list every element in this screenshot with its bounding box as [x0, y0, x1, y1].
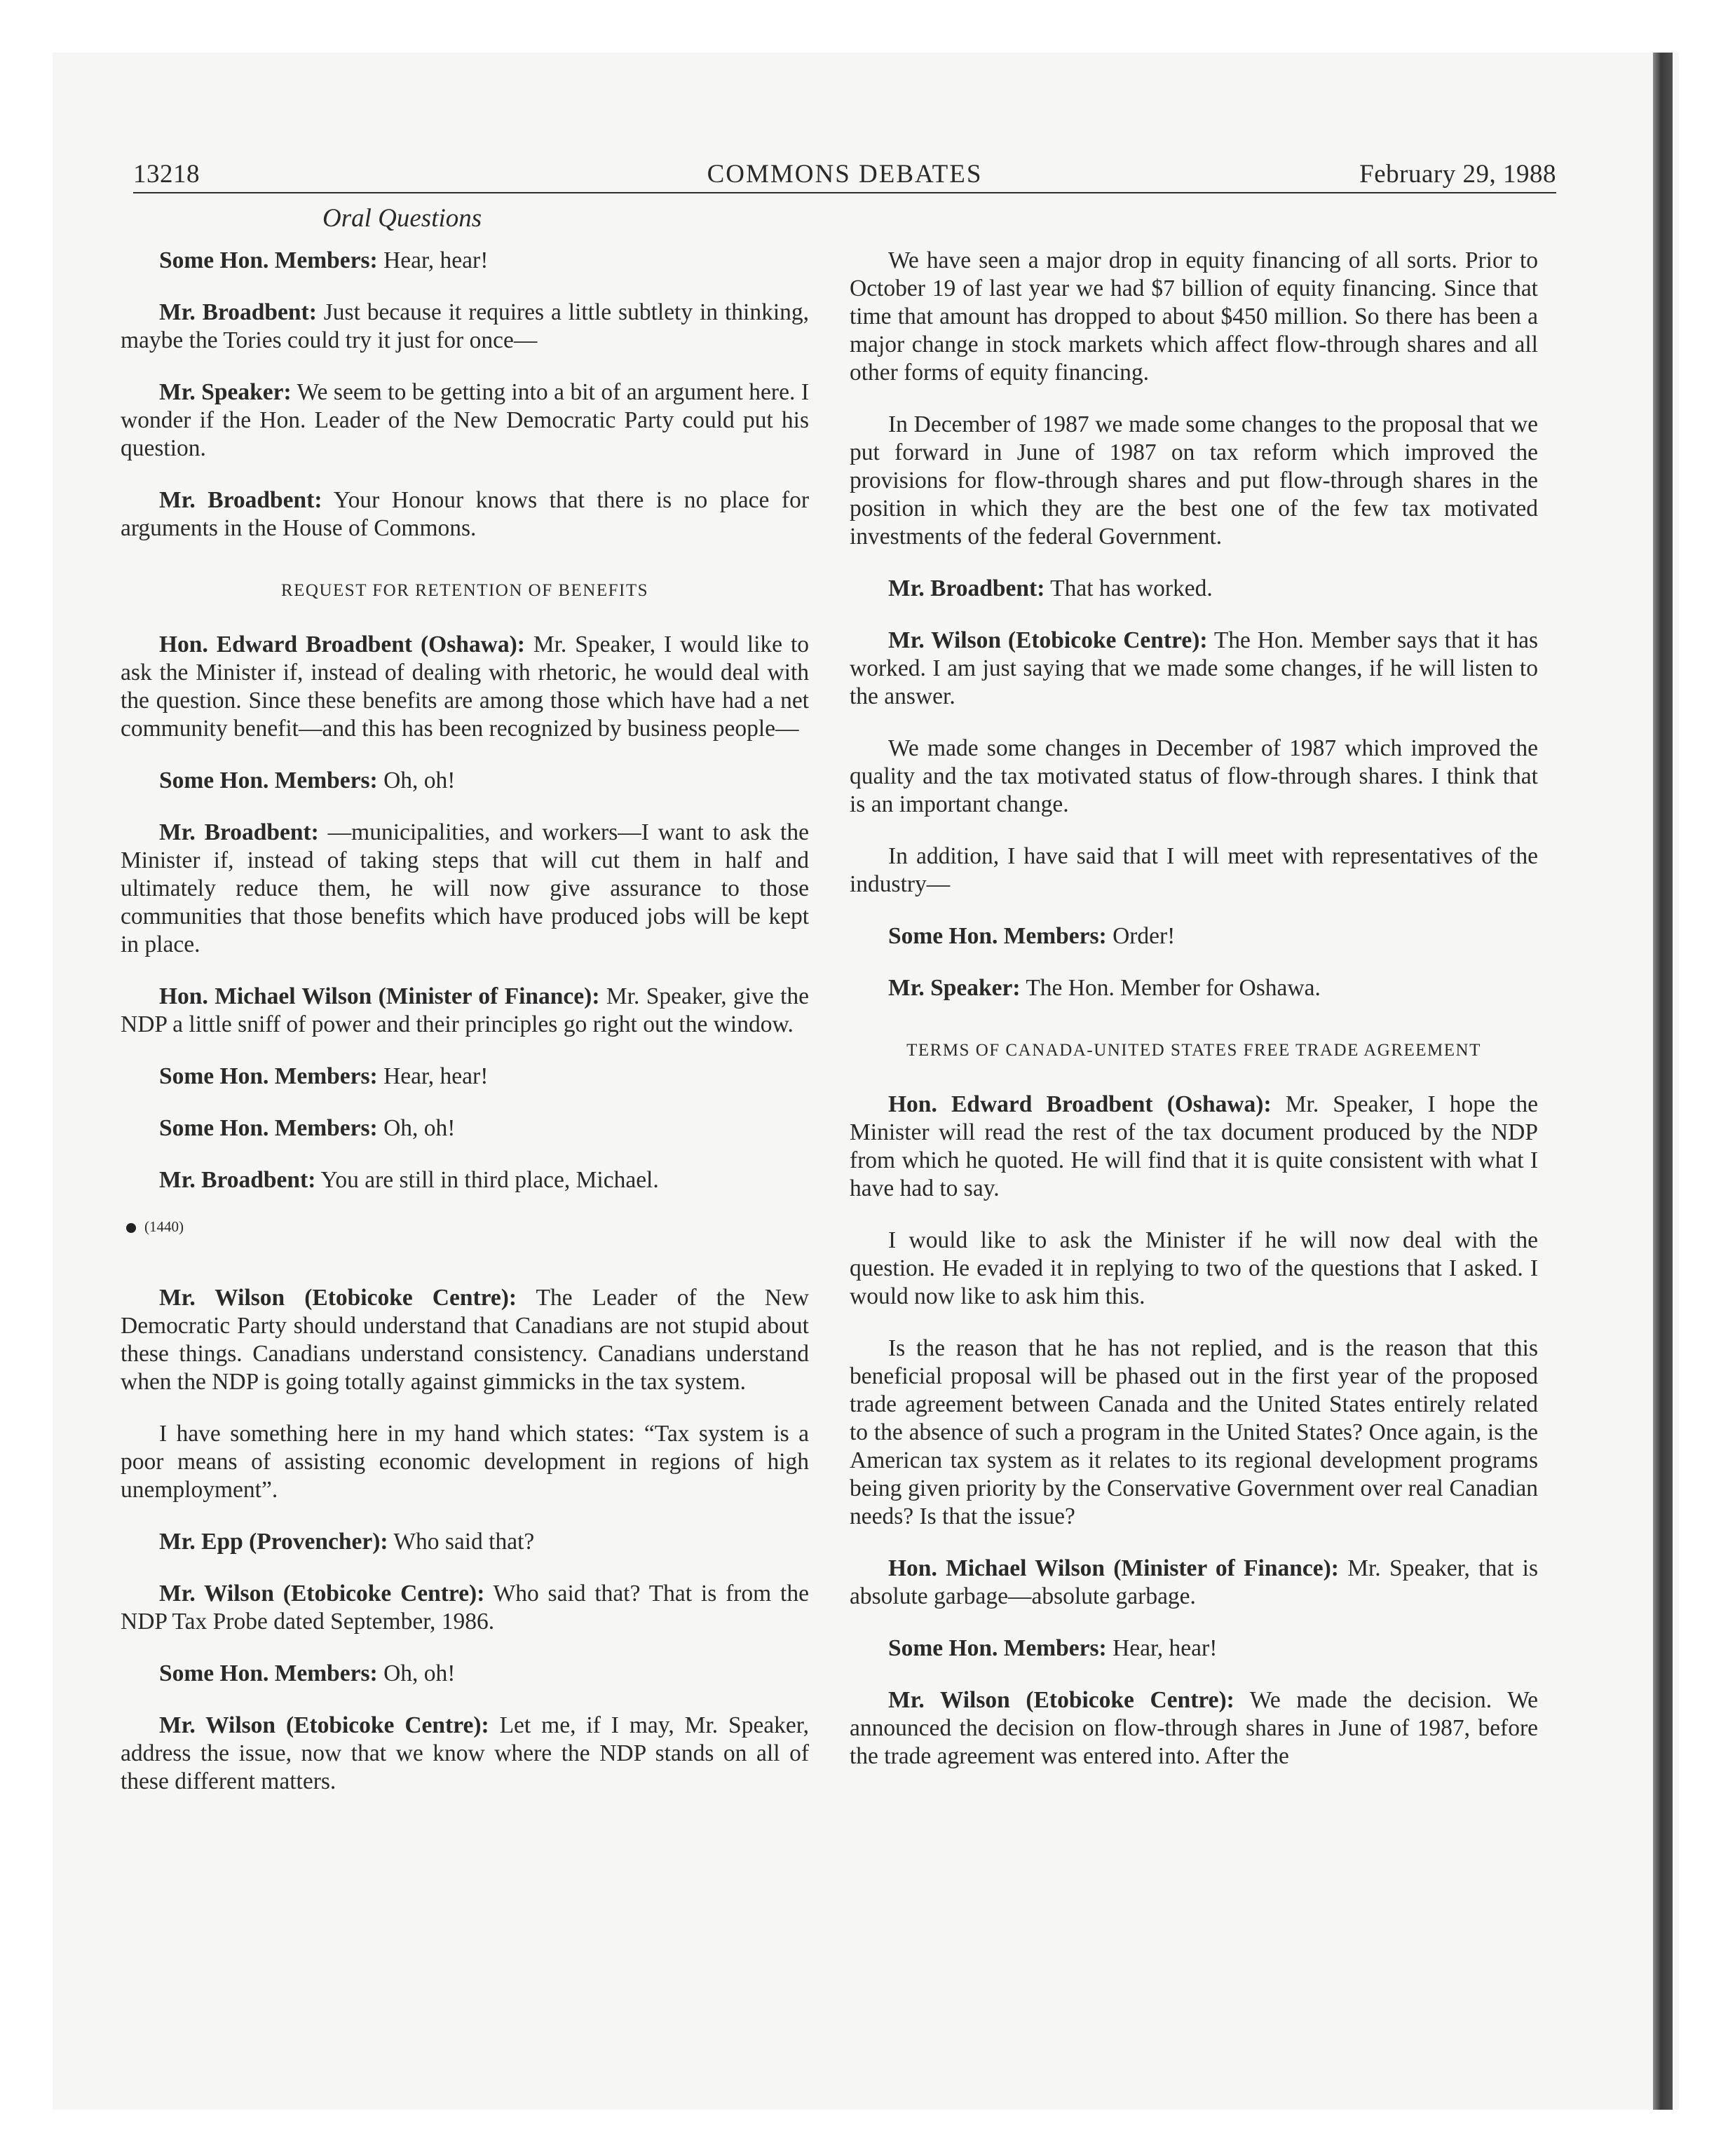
paragraph	[121, 1712, 809, 1796]
paragraph	[850, 974, 1538, 1002]
paragraph	[121, 299, 809, 355]
section-heading: REQUEST FOR RETENTION OF BENEFITS	[280, 581, 649, 600]
timestamp-text: (1440)	[144, 1218, 184, 1235]
speech-text: Hear, hear!	[1106, 1635, 1218, 1661]
paragraph	[850, 1335, 1538, 1531]
paragraph	[121, 1114, 809, 1142]
paragraph	[121, 1166, 809, 1194]
section-heading: TERMS OF CANADA-UNITED STATES FREE TRADE AGREEMENT	[906, 1041, 1481, 1060]
page-date: February 29, 1988	[1359, 160, 1556, 189]
speaker: Mr. Wilson (Etobicoke Centre):	[888, 627, 1208, 653]
speech-text: Mr. Speaker, I hope the Minister will read the rest of the tax document produced by the NDP from which he quoted. He will find that it is quite consistent with what I have had to say.	[850, 1091, 1538, 1201]
speech-text: The Hon. Member for Oshawa.	[1020, 975, 1321, 1001]
speech-text: Let me, if I may, Mr. Speaker, address the issue, now that we know where the NDP stands on all of these different matters.	[121, 1712, 809, 1794]
paragraph	[121, 486, 809, 543]
speaker: Mr. Broadbent:	[888, 575, 1045, 601]
publication-title: COMMONS DEBATES	[707, 160, 983, 189]
speaker: Mr. Broadbent:	[159, 819, 319, 845]
speech-text: In December of 1987 we made some changes to the proposal that we put forward in June of 1987 on tax reform which improved the provisions for flow-through shares and put flow-through shares in the position in which they are the best one of the few tax motivated investments of the federal Government.	[850, 411, 1538, 550]
speech-text: We have seen a major drop in equity financing of all sorts. Prior to October 19 of last year we had $7 billion of equity financing. Since that time that amount has dropped to about $450 million. So there has been a major change in stock markets which affect flow-through shares and all other forms of equity financing.	[850, 247, 1538, 386]
speaker: Mr. Speaker:	[888, 975, 1021, 1001]
speech-text: Who said that? That is from the NDP Tax Probe dated September, 1986.	[121, 1581, 809, 1635]
paragraph	[121, 1660, 809, 1688]
speech-text: Oh, oh!	[377, 767, 456, 793]
page-number: 13218	[133, 160, 200, 189]
speech-text: Order!	[1106, 923, 1176, 949]
speaker: Mr. Wilson (Etobicoke Centre):	[159, 1581, 485, 1606]
paragraph	[121, 1528, 809, 1556]
speech-text: Oh, oh!	[377, 1660, 456, 1686]
paragraph	[850, 1555, 1538, 1611]
bullet-icon	[126, 1223, 136, 1233]
speaker: Mr. Wilson (Etobicoke Centre):	[159, 1712, 489, 1738]
left-column	[121, 247, 809, 1820]
speech-text: Hear, hear!	[377, 1063, 489, 1089]
speech-text: Mr. Speaker, give the NDP a little sniff of power and their principles go right out the window.	[121, 983, 810, 1037]
paragraph	[850, 247, 1538, 387]
speech-text: In addition, I have said that I will meet with representatives of the industry—	[850, 843, 1538, 897]
speech-text: The Leader of the New Democratic Party should understand that Canadians are not stupid about these things. Canadians understand consistency. Canadians understand when the NDP is going totally against gimmicks in the tax system.	[121, 1285, 809, 1395]
paragraph	[850, 1686, 1538, 1770]
paragraph	[121, 767, 809, 795]
speaker: Hon. Michael Wilson (Minister of Finance):	[888, 1555, 1339, 1581]
paragraph	[121, 1063, 809, 1091]
paragraph	[850, 1227, 1538, 1311]
speech-text: Your Honour knows that there is no place for arguments in the House of Commons.	[121, 487, 809, 541]
timestamp-marker	[126, 1218, 809, 1235]
paragraph	[850, 922, 1538, 950]
paragraph	[121, 378, 809, 463]
paragraph	[121, 819, 809, 959]
paragraph	[121, 631, 809, 743]
paragraph	[850, 575, 1538, 603]
speech-text: Is the reason that he has not replied, and is the reason that this beneficial proposal will be phased out in the first year of the proposed trade agreement between Canada and the United States entirely related to the absence of such a program in the United States? Once again, is the American tax system as it relates to its regional development programs being given priority by the Conservative Government over real Canadian needs? Is that the issue?	[850, 1335, 1538, 1529]
speech-text: I have something here in my hand which states: “Tax system is a poor means of assisting economic development in regions of high unemployment”.	[121, 1421, 809, 1503]
speech-text: Mr. Speaker, that is absolute garbage—absolute garbage.	[850, 1555, 1538, 1609]
scan-edge	[1653, 53, 1673, 2110]
paragraph	[850, 735, 1538, 819]
speaker: Mr. Epp (Provencher):	[159, 1529, 388, 1555]
speaker: Some Hon. Members:	[888, 923, 1107, 949]
speaker: Hon. Michael Wilson (Minister of Finance):	[159, 983, 600, 1009]
section-label: Oral Questions	[322, 204, 482, 233]
speaker: Some Hon. Members:	[159, 1660, 378, 1686]
speech-text: We made some changes in December of 1987 which improved the quality and the tax motivated status of flow-through shares. I think that is an important change.	[850, 735, 1538, 817]
paragraph	[850, 1091, 1538, 1203]
paragraph	[850, 1635, 1538, 1663]
paragraph	[121, 1580, 809, 1636]
speaker: Some Hon. Members:	[159, 1115, 378, 1141]
speech-text: We seem to be getting into a bit of an argument here. I wonder if the Hon. Leader of the New Democratic Party could put his question.	[121, 379, 809, 461]
speaker: Mr. Speaker:	[159, 379, 292, 405]
speaker: Mr. Broadbent:	[159, 1167, 316, 1193]
paragraph	[850, 842, 1538, 899]
speech-text: That has worked.	[1045, 575, 1213, 601]
speaker: Hon. Edward Broadbent (Oshawa):	[159, 632, 525, 657]
speech-text: Hear, hear!	[377, 247, 489, 273]
speaker: Mr. Wilson (Etobicoke Centre):	[159, 1285, 517, 1311]
speaker: Mr. Wilson (Etobicoke Centre):	[888, 1687, 1234, 1713]
speaker: Mr. Broadbent:	[159, 299, 317, 325]
speech-text: Mr. Speaker, I would like to ask the Minister if, instead of dealing with rhetoric, he would deal with the question. Since these benefits are among those which have had a net community benefit—and this has been recognized by business people—	[121, 632, 809, 742]
speaker: Hon. Edward Broadbent (Oshawa):	[888, 1091, 1272, 1117]
paragraph	[121, 1284, 809, 1396]
speaker: Some Hon. Members:	[888, 1635, 1107, 1661]
speaker: Mr. Broadbent:	[159, 487, 322, 513]
paragraph	[121, 983, 809, 1039]
speaker: Some Hon. Members:	[159, 1063, 378, 1089]
paragraph	[121, 1420, 809, 1504]
speech-text: The Hon. Member says that it has worked. I am just saying that we made some changes, if he will listen to the answer.	[850, 627, 1538, 709]
speech-text: I would like to ask the Minister if he will now deal with the question. He evaded it in replying to two of the questions that I asked. I would now like to ask him this.	[850, 1227, 1538, 1309]
speech-text: Just because it requires a little subtlety in thinking, maybe the Tories could try it just for once—	[121, 299, 809, 353]
speech-text: Who said that?	[388, 1529, 535, 1555]
page-header	[133, 156, 1556, 193]
right-column	[850, 247, 1538, 1794]
paragraph	[121, 247, 809, 275]
paragraph	[850, 411, 1538, 551]
paragraph	[850, 627, 1538, 711]
speaker: Some Hon. Members:	[159, 247, 378, 273]
speech-text: We made the decision. We announced the decision on flow-through shares in June of 1987, before the trade agreement was entered into. After the	[850, 1687, 1539, 1769]
speech-text: You are still in third place, Michael.	[315, 1167, 659, 1193]
speech-text: Oh, oh!	[377, 1115, 456, 1141]
speech-text: —municipalities, and workers—I want to ask the Minister if, instead of taking steps that will cut them in half and ultimately reduce them, he will now give assurance to those communities that those benefits which have produced jobs will be kept in place.	[121, 819, 809, 957]
speaker: Some Hon. Members:	[159, 767, 378, 793]
